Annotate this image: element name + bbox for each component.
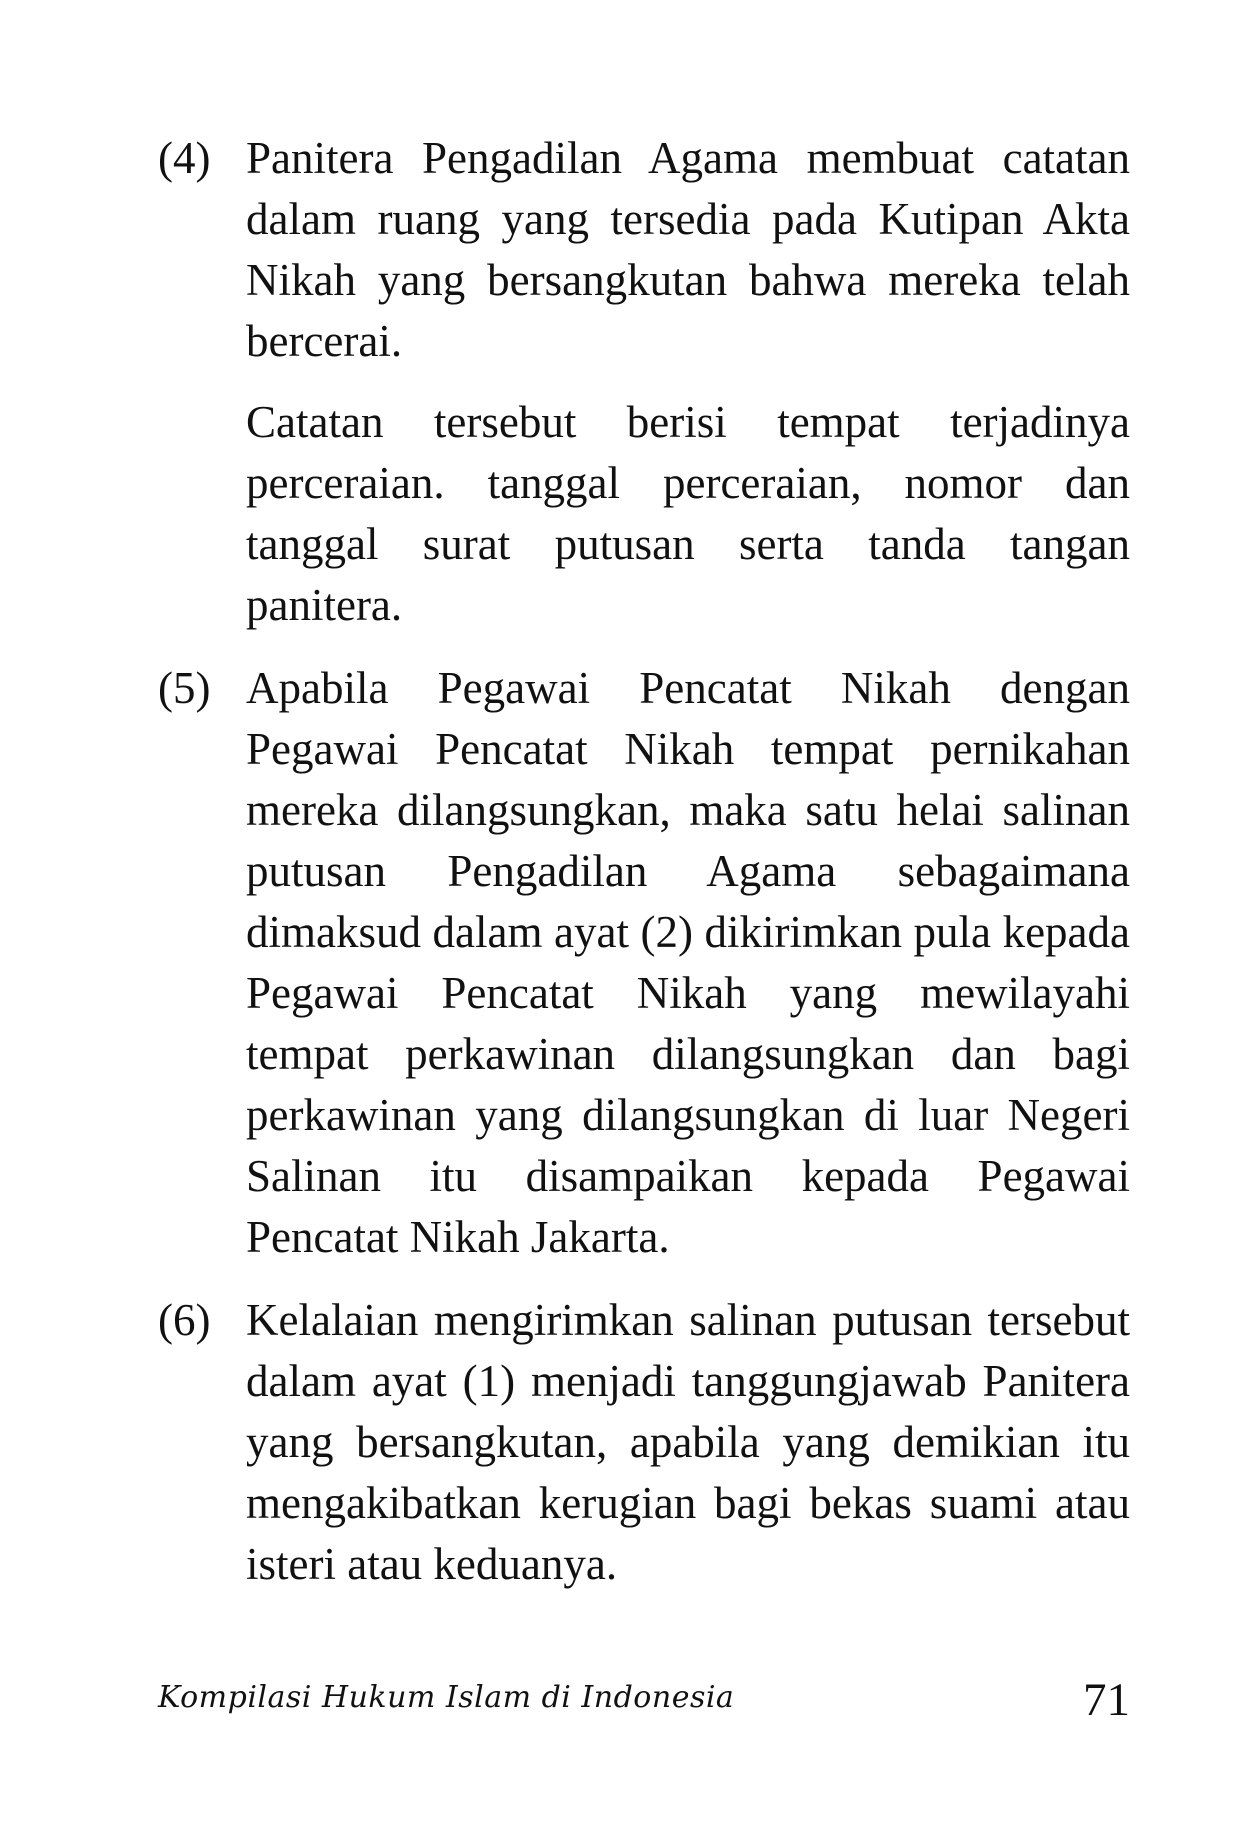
paragraph-item-6 xyxy=(158,1290,1130,1595)
item-number: (5) xyxy=(158,663,211,713)
page-footer xyxy=(158,1674,1130,1734)
item-number: (6) xyxy=(158,1295,211,1345)
item-body xyxy=(246,128,1130,636)
item-body xyxy=(246,1290,1130,1595)
page-number: 71 xyxy=(1083,1674,1130,1726)
item-body xyxy=(246,658,1130,1268)
book-title: Kompilasi Hukum Islam di Indonesia xyxy=(158,1680,735,1715)
paragraph-item-5 xyxy=(158,658,1130,1268)
item-number: (4) xyxy=(158,133,211,183)
item-paragraph: Catatan tersebut berisi tempat terjadinya perceraian. tanggal perceraian, nomor dan tanggal surat putusan serta tanda tangan panitera. xyxy=(246,397,1130,630)
item-paragraph: Apabila Pegawai Pencatat Nikah dengan Pegawai Pencatat Nikah tempat pernikahan mereka dilangsungkan, maka satu helai salinan putusan Pengadilan Agama sebagaimana dimaksud dalam ayat (2) dikirimkan pula kepada Pegawai Pencatat Nikah yang mewilayahi tempat perkawinan dilangsungkan dan bagi perkawinan yang dilangsungkan di luar Negeri Salinan itu disampaikan kepada Pegawai Pencatat Nikah Jakarta. xyxy=(246,663,1130,1262)
item-paragraph: Panitera Pengadilan Agama membuat catatan dalam ruang yang tersedia pada Kutipan Akta Nikah yang bersangkutan bahwa mereka telah bercerai. xyxy=(246,133,1130,366)
paragraph-item-4 xyxy=(158,128,1130,636)
article-content xyxy=(158,128,1130,1617)
item-paragraph: Kelalaian mengirimkan salinan putusan tersebut dalam ayat (1) menjadi tanggungjawab Panitera yang bersangkutan, apabila yang demikian itu mengakibatkan kerugian bagi bekas suami atau isteri atau keduanya. xyxy=(246,1295,1130,1589)
